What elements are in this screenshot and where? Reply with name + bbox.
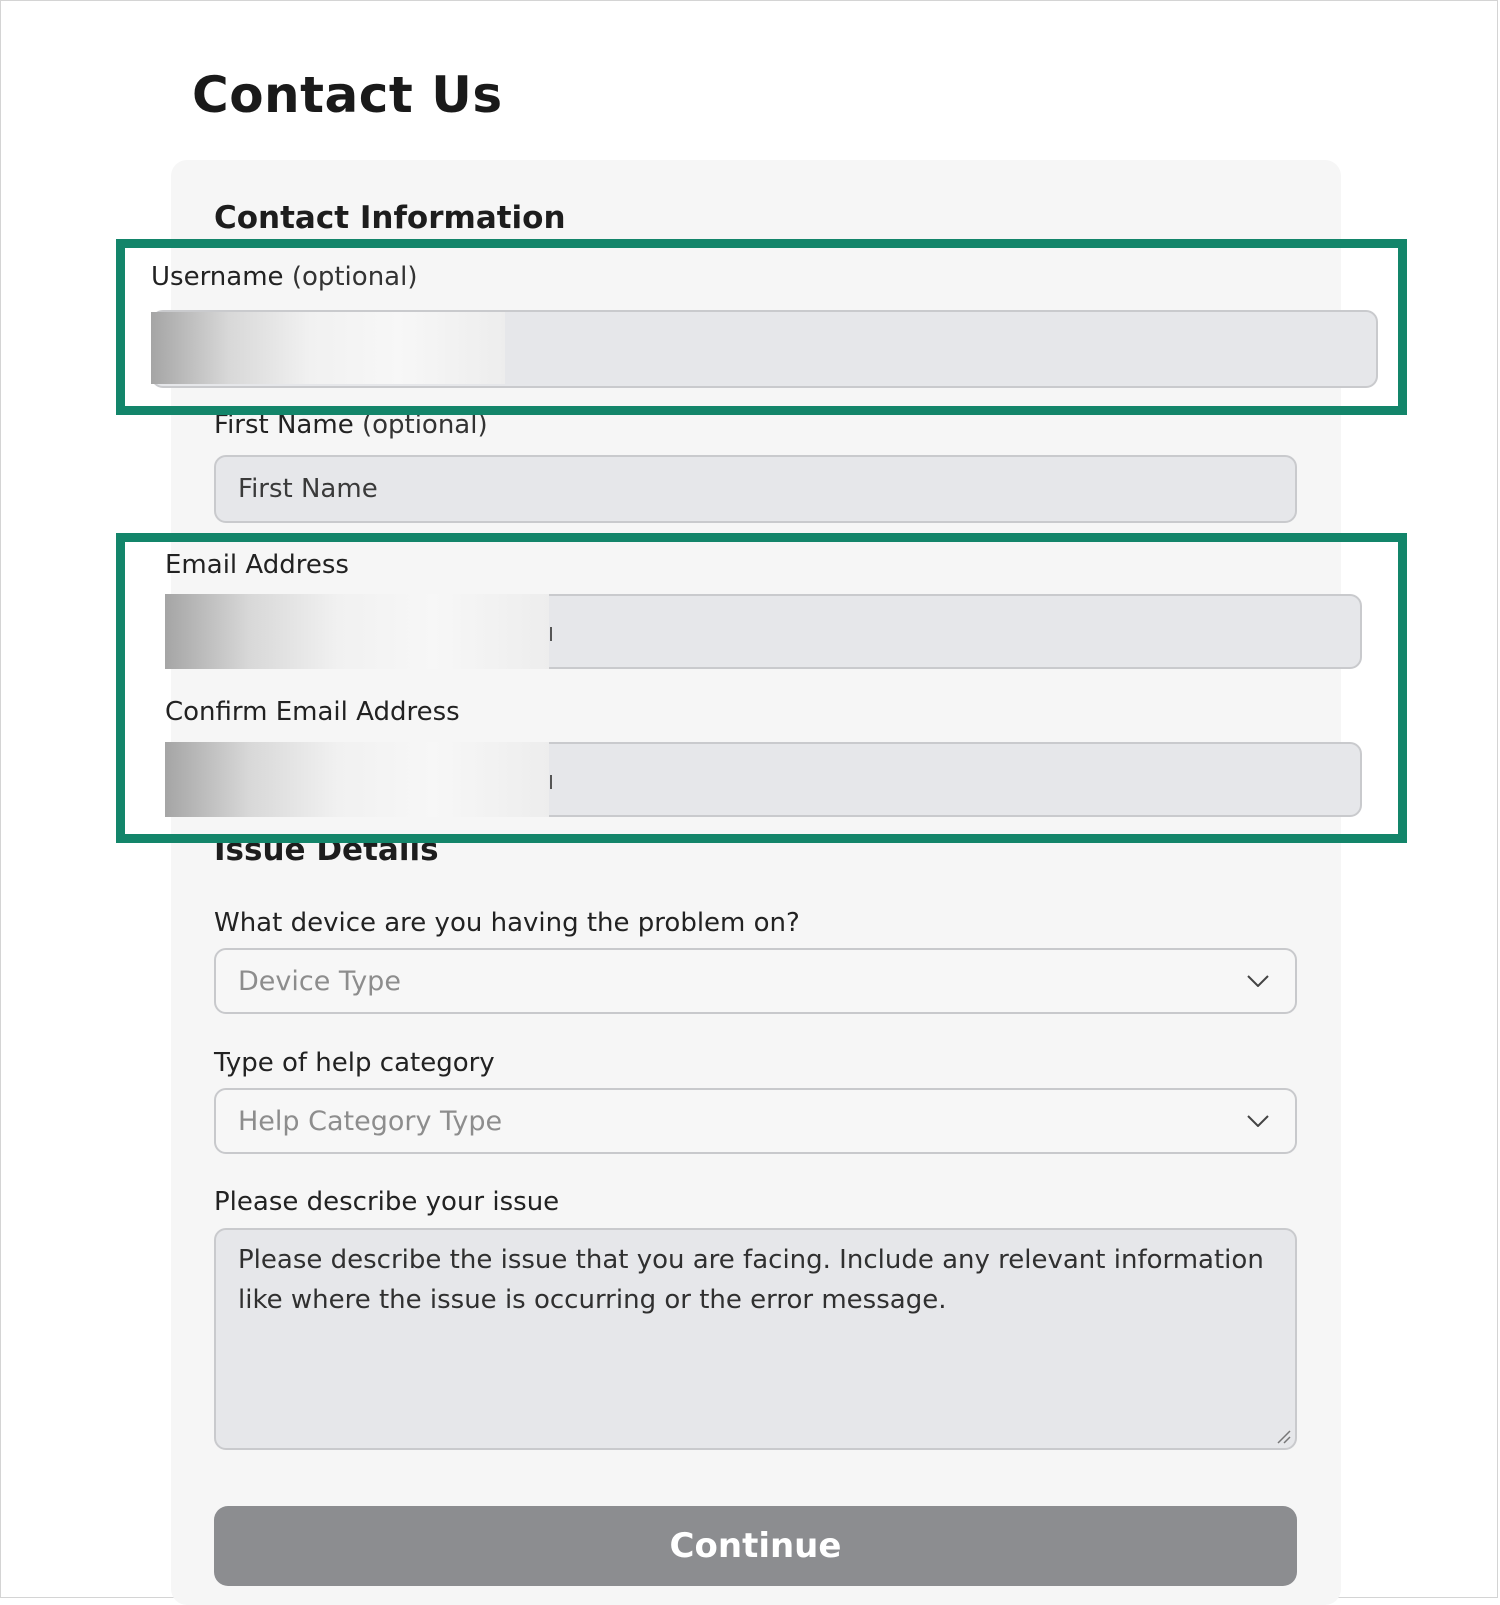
first-name-label	[214, 410, 488, 440]
resize-handle-icon[interactable]	[1275, 1428, 1291, 1444]
first-name-input[interactable]	[214, 455, 1297, 523]
chevron-down-icon	[1247, 1115, 1269, 1127]
device-type-placeholder: Device Type	[238, 965, 401, 997]
username-label-text: Username	[151, 262, 284, 292]
issue-details-heading: Issue Details	[214, 832, 439, 868]
username-input[interactable]	[151, 310, 1378, 388]
email-input[interactable]	[165, 594, 1362, 669]
help-category-label: Type of help category	[214, 1048, 495, 1078]
help-category-placeholder: Help Category Type	[238, 1105, 503, 1137]
email-label: Email Address	[165, 550, 349, 580]
help-category-select[interactable]	[214, 1088, 1297, 1154]
issue-description-label: Please describe your issue	[214, 1187, 560, 1217]
continue-button[interactable]: Continue	[214, 1506, 1297, 1586]
username-label	[151, 262, 417, 292]
first-name-label-text: First Name	[214, 410, 354, 440]
device-type-select[interactable]	[214, 948, 1297, 1014]
first-name-optional-text: (optional)	[361, 410, 488, 440]
page-title: Contact Us	[192, 66, 503, 124]
contact-information-heading: Contact Information	[214, 200, 566, 236]
device-question-label: What device are you having the problem on?	[214, 908, 800, 938]
confirm-email-label: Confirm Email Address	[165, 697, 460, 727]
email-text-caret	[550, 627, 552, 641]
issue-description-placeholder: Please describe the issue that you are facing. Include any relevant information like where the issue is occurring or the error message.	[238, 1245, 1264, 1315]
chevron-down-icon	[1247, 975, 1269, 987]
issue-description-textarea[interactable]	[214, 1228, 1297, 1450]
confirm-email-input[interactable]	[165, 742, 1362, 817]
username-optional-text: (optional)	[291, 262, 418, 292]
confirm-email-text-caret	[550, 775, 552, 789]
